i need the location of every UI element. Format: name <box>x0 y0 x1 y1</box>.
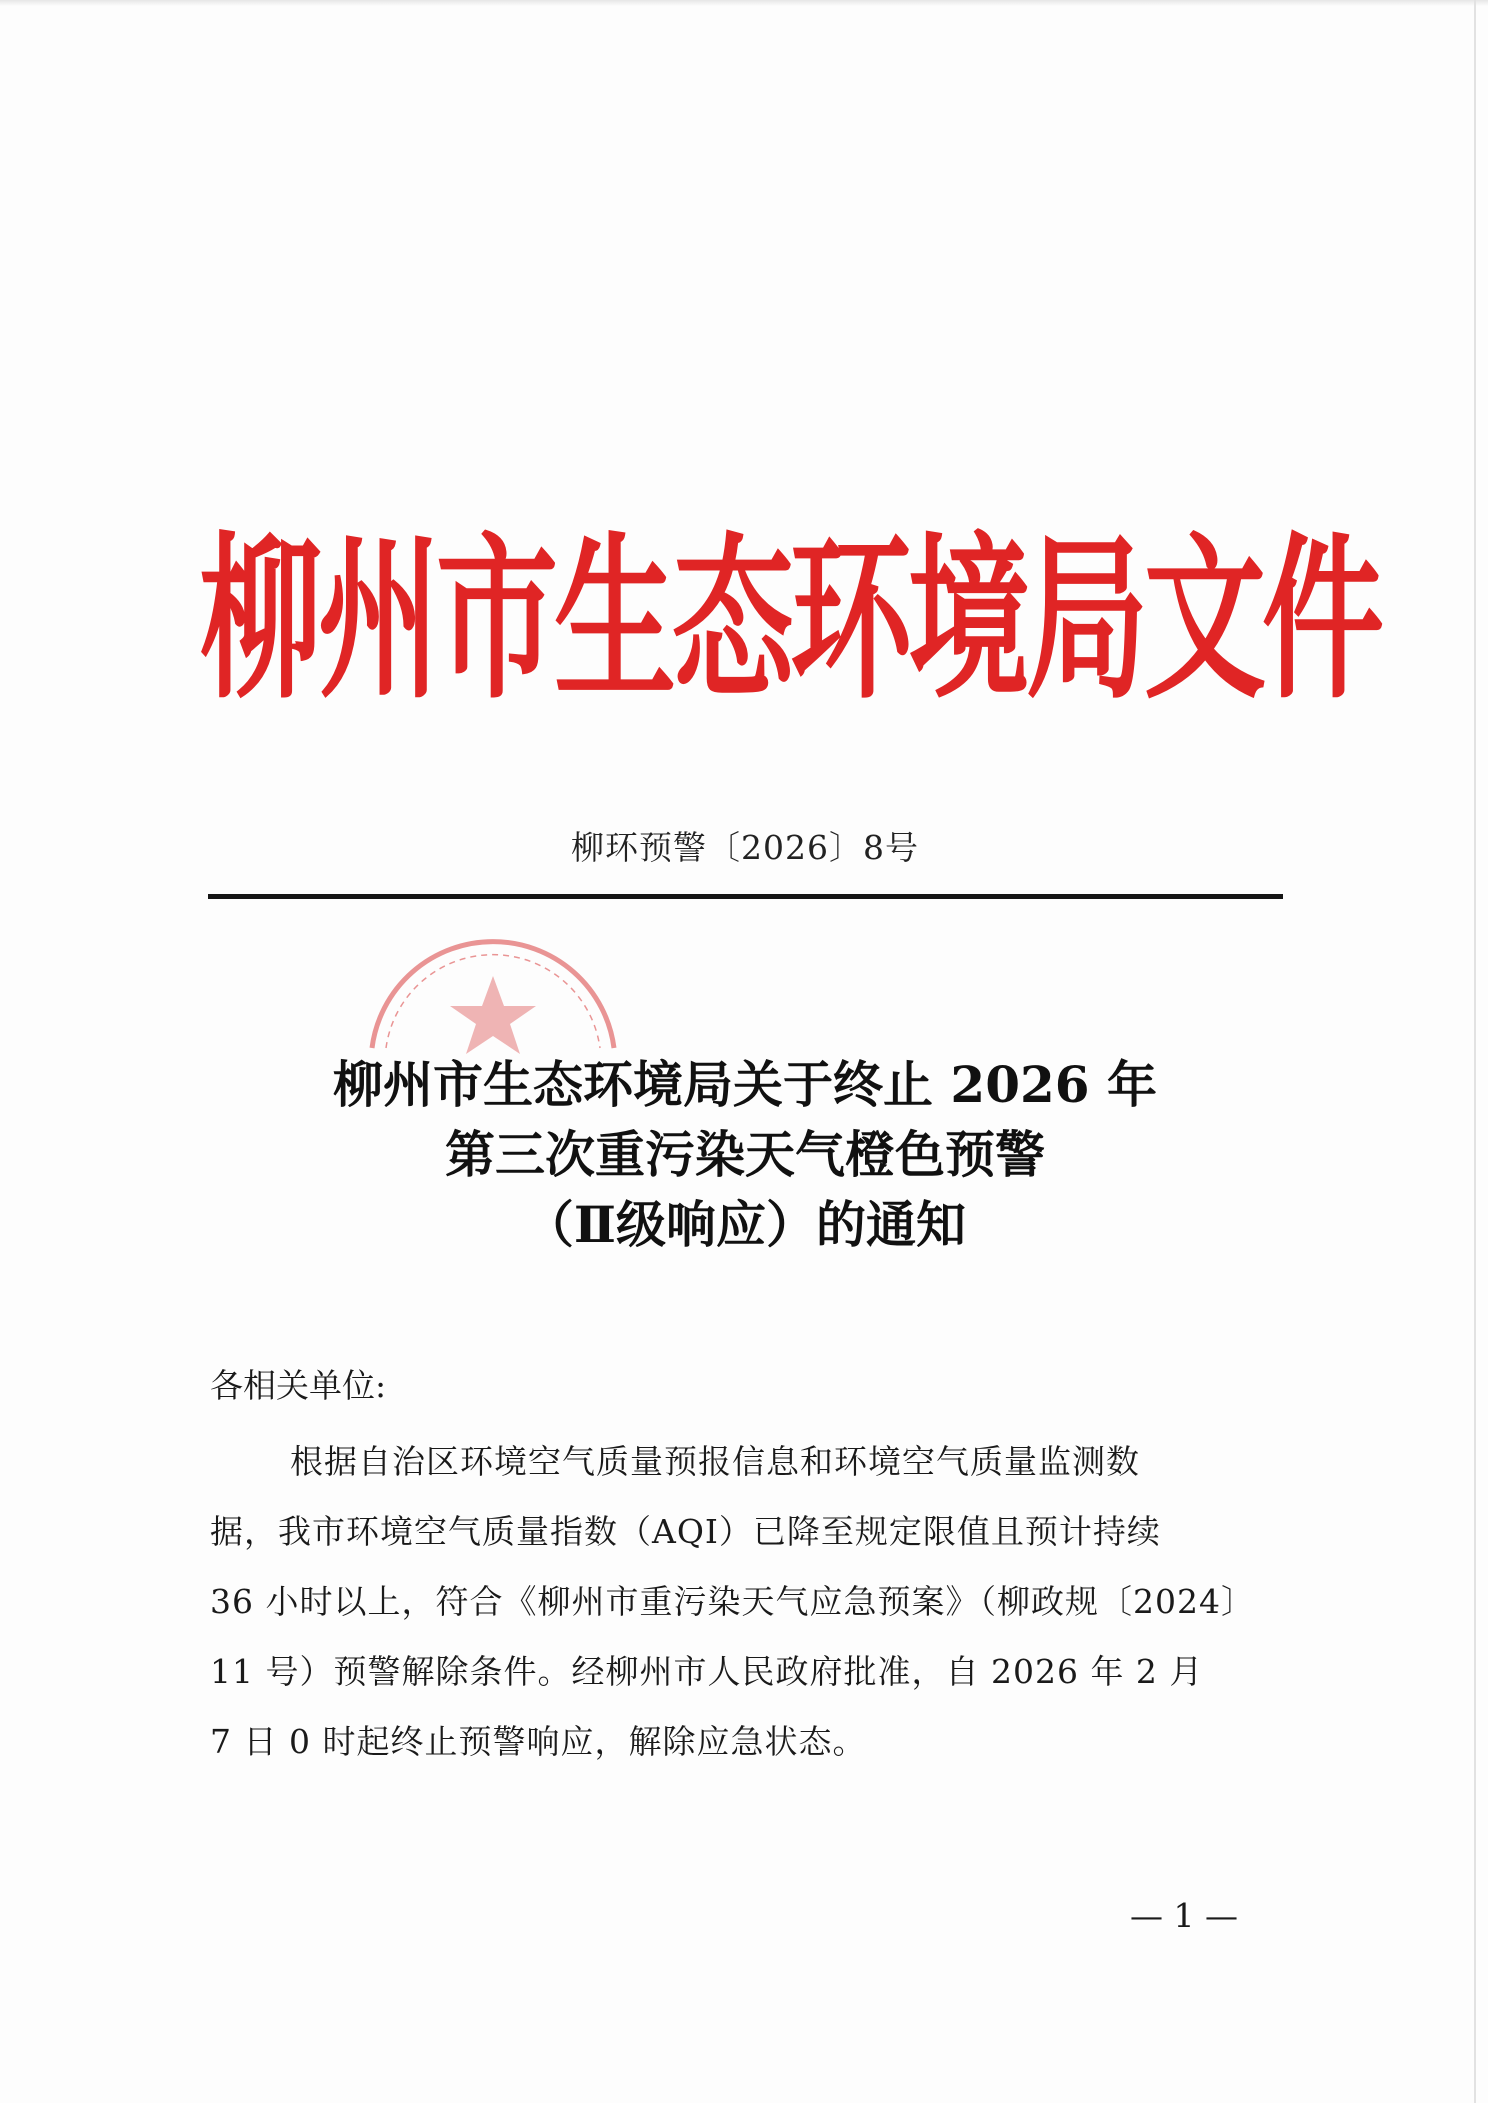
scan-edge-right <box>1474 0 1476 2103</box>
document-number: 柳环预警〔2026〕8号 <box>571 828 919 867</box>
issuer-header: 柳州市生态环境局文件 <box>200 517 1380 723</box>
body-line: 36 小时以上，符合《柳州市重污染天气应急预案》（柳政规〔2024〕 <box>210 1582 1255 1621</box>
salutation: 各相关单位: <box>210 1366 387 1405</box>
title-line: 第三次重污染天气橙色预警 <box>445 1125 1045 1184</box>
page-number: — 1 — <box>1130 1896 1238 1935</box>
body-line: 11 号）预警解除条件。经柳州市人民政府批准，自 2026 年 2 月 <box>210 1652 1204 1691</box>
notice-title <box>200 1050 1290 1260</box>
body-line: 7 日 0 时起终止预警响应，解除应急状态。 <box>210 1722 867 1761</box>
title-line: （Ⅱ级响应）的通知 <box>523 1195 967 1254</box>
body-line: 据，我市环境空气质量指数（AQI）已降至规定限值且预计持续 <box>210 1512 1161 1551</box>
title-line: 柳州市生态环境局关于终止 2026 年 <box>333 1055 1157 1114</box>
body-paragraph <box>210 1427 1290 1777</box>
official-seal-icon <box>352 858 632 1058</box>
scan-edge-top <box>0 0 1488 6</box>
body-line: 根据自治区环境空气质量预报信息和环境空气质量监测数 <box>290 1442 1140 1481</box>
